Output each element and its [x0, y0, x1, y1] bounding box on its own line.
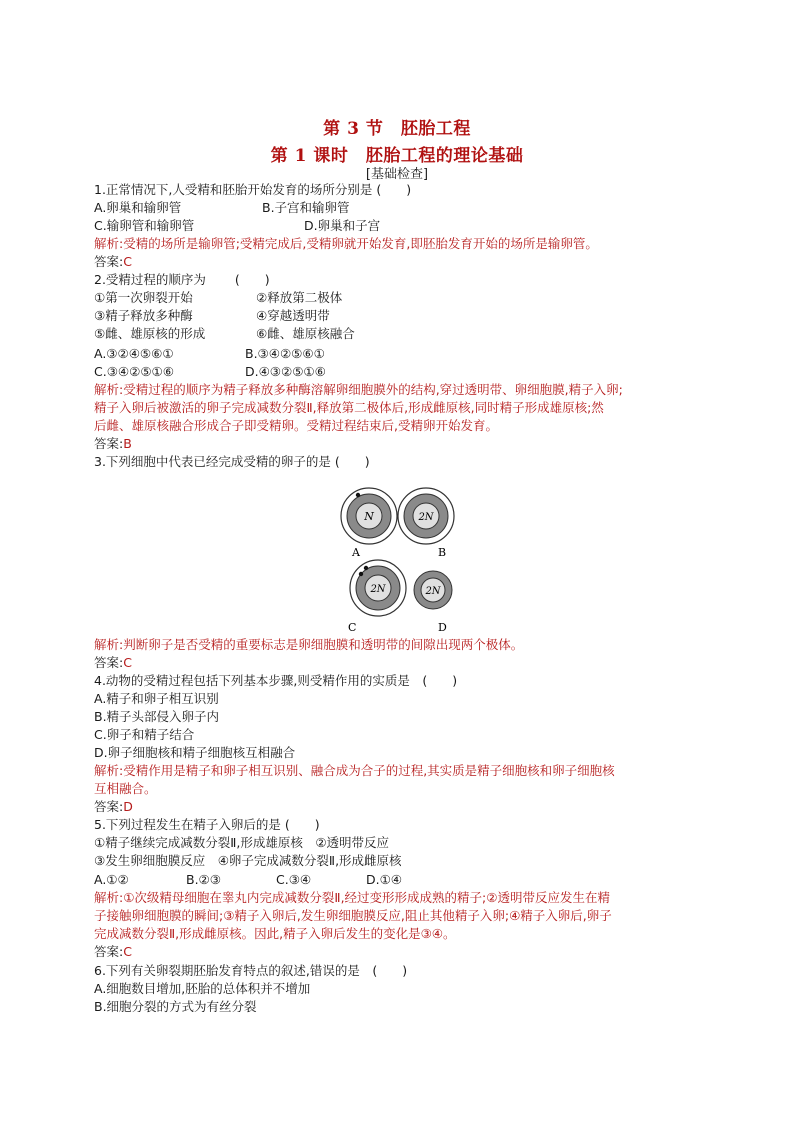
q5-stem: 5.下列过程发生在精子入卵后的是 ( ) — [94, 817, 320, 832]
answer-value: D — [123, 799, 133, 814]
q5-items-line-2: ③发生卵细胞膜反应 ④卵子完成减数分裂Ⅱ,形成雌原核 — [94, 853, 402, 868]
cell-b — [398, 488, 454, 544]
q3-stem: 3.下列细胞中代表已经完成受精的卵子的是 ( ) — [94, 454, 370, 469]
q2-item-6: ⑥雌、雄原核融合 — [256, 326, 355, 341]
cell-c-label: 2N — [370, 584, 386, 595]
section-label: [基础检查] — [365, 167, 429, 182]
q6-option-b: B.细胞分裂的方式为有丝分裂 — [94, 999, 257, 1014]
q2-analysis-line-1: 解析:受精过程的顺序为精子释放多种酶溶解卵细胞膜外的结构,穿过透明带、卵细胞膜,精子入卵; — [94, 382, 623, 397]
caption-b: B — [438, 546, 447, 559]
q6-stem: 6.下列有关卵裂期胚胎发育特点的叙述,错误的是 ( ) — [94, 963, 408, 978]
answer-label: 答案: — [94, 436, 124, 451]
q3-answer — [94, 654, 704, 672]
polar-body-dot — [364, 566, 368, 570]
q4-answer — [94, 798, 704, 816]
cell-b-label: 2N — [418, 512, 434, 523]
q5-option-b: B.②③ — [186, 872, 221, 887]
answer-value: C — [123, 944, 132, 959]
q2-option-b: B.③④②⑤⑥① — [245, 346, 325, 361]
egg-cell-figure — [330, 482, 470, 637]
q2-answer — [94, 435, 704, 453]
q1-option-a: A.卵巢和输卵管 — [94, 200, 182, 215]
section-title: 第 3 节 胚胎工程 — [323, 119, 471, 139]
q2-stem: 2.受精过程的顺序为 ( ) — [94, 272, 270, 287]
q5-option-d: D.①④ — [366, 872, 403, 887]
cell-a — [341, 488, 397, 544]
answer-label: 答案: — [94, 254, 124, 269]
q4-option-d: D.卵子细胞核和精子细胞核互相融合 — [94, 745, 296, 760]
q1-option-b: B.子宫和输卵管 — [262, 200, 350, 215]
polar-body-dot — [359, 572, 363, 576]
cell-c — [350, 560, 406, 616]
q2-item-1: ①第一次卵裂开始 — [94, 290, 193, 305]
answer-value: B — [123, 436, 132, 451]
q6-option-a: A.细胞数目增加,胚胎的总体积并不增加 — [94, 981, 311, 996]
q2-option-d: D.④③②⑤①⑥ — [245, 364, 326, 379]
q2-item-3: ③精子释放多种酶 — [94, 308, 193, 323]
q2-analysis-line-3: 后雌、雄原核融合形成合子即受精卵。受精过程结束后,受精卵开始发育。 — [94, 418, 498, 433]
caption-c: C — [348, 621, 357, 634]
q1-stem: 1.正常情况下,人受精和胚胎开始发育的场所分别是 ( ) — [94, 182, 412, 197]
q2-item-4: ④穿越透明带 — [256, 308, 330, 323]
answer-label: 答案: — [94, 944, 124, 959]
answer-label: 答案: — [94, 655, 124, 670]
q1-answer — [94, 253, 704, 271]
answer-value: C — [123, 655, 132, 670]
answer-label: 答案: — [94, 799, 124, 814]
caption-d: D — [438, 621, 447, 634]
answer-value: C — [123, 254, 132, 269]
q4-analysis-line-2: 互相融合。 — [94, 781, 157, 796]
q5-analysis-line-3: 完成减数分裂Ⅱ,形成雌原核。因此,精子入卵后发生的变化是③④。 — [94, 926, 456, 941]
q4-option-c: C.卵子和精子结合 — [94, 727, 195, 742]
q2-analysis-line-2: 精子入卵后被激活的卵子完成减数分裂Ⅱ,释放第二极体后,形成雌原核,同时精子形成雄原核;然 — [94, 400, 604, 415]
q2-item-5: ⑤雌、雄原核的形成 — [94, 326, 206, 341]
polar-body-dot — [356, 493, 360, 497]
q4-option-b: B.精子头部侵入卵子内 — [94, 709, 220, 724]
q4-option-a: A.精子和卵子相互识别 — [94, 691, 219, 706]
q1-option-c: C.输卵管和输卵管 — [94, 218, 195, 233]
lesson-title: 第 1 课时 胚胎工程的理论基础 — [270, 146, 524, 166]
q5-analysis-line-1: 解析:①次级精母细胞在睾丸内完成减数分裂Ⅱ,经过变形形成成熟的精子;②透明带反应发生在精 — [94, 890, 610, 905]
q2-option-c: C.③④②⑤①⑥ — [94, 364, 174, 379]
cell-a-label: N — [364, 510, 374, 523]
caption-a: A — [352, 546, 360, 559]
q5-option-c: C.③④ — [276, 872, 312, 887]
q5-items-line-1: ①精子继续完成减数分裂Ⅱ,形成雄原核 ②透明带反应 — [94, 835, 390, 850]
q5-option-a: A.①② — [94, 872, 129, 887]
q2-item-2: ②释放第二极体 — [256, 290, 343, 305]
q1-analysis: 解析:受精的场所是输卵管;受精完成后,受精卵就开始发育,即胚胎发育开始的场所是输卵管。 — [94, 236, 598, 251]
cell-d-label: 2N — [425, 586, 441, 597]
egg-cell-diagram — [330, 482, 470, 637]
q2-option-a: A.③②④⑤⑥① — [94, 346, 174, 361]
q5-analysis-line-2: 子接触卵细胞膜的瞬间;③精子入卵后,发生卵细胞膜反应,阻止其他精子入卵;④精子入卵后,卵子 — [94, 908, 612, 923]
cell-d — [414, 571, 452, 609]
q1-option-d: D.卵巢和子宫 — [304, 218, 381, 233]
q3-analysis: 解析:判断卵子是否受精的重要标志是卵细胞膜和透明带的间隙出现两个极体。 — [94, 637, 524, 652]
q5-answer — [94, 943, 704, 961]
q4-stem: 4.动物的受精过程包括下列基本步骤,则受精作用的实质是 ( ) — [94, 673, 458, 688]
q4-analysis-line-1: 解析:受精作用是精子和卵子相互识别、融合成为合子的过程,其实质是精子细胞核和卵子细胞核 — [94, 763, 615, 778]
